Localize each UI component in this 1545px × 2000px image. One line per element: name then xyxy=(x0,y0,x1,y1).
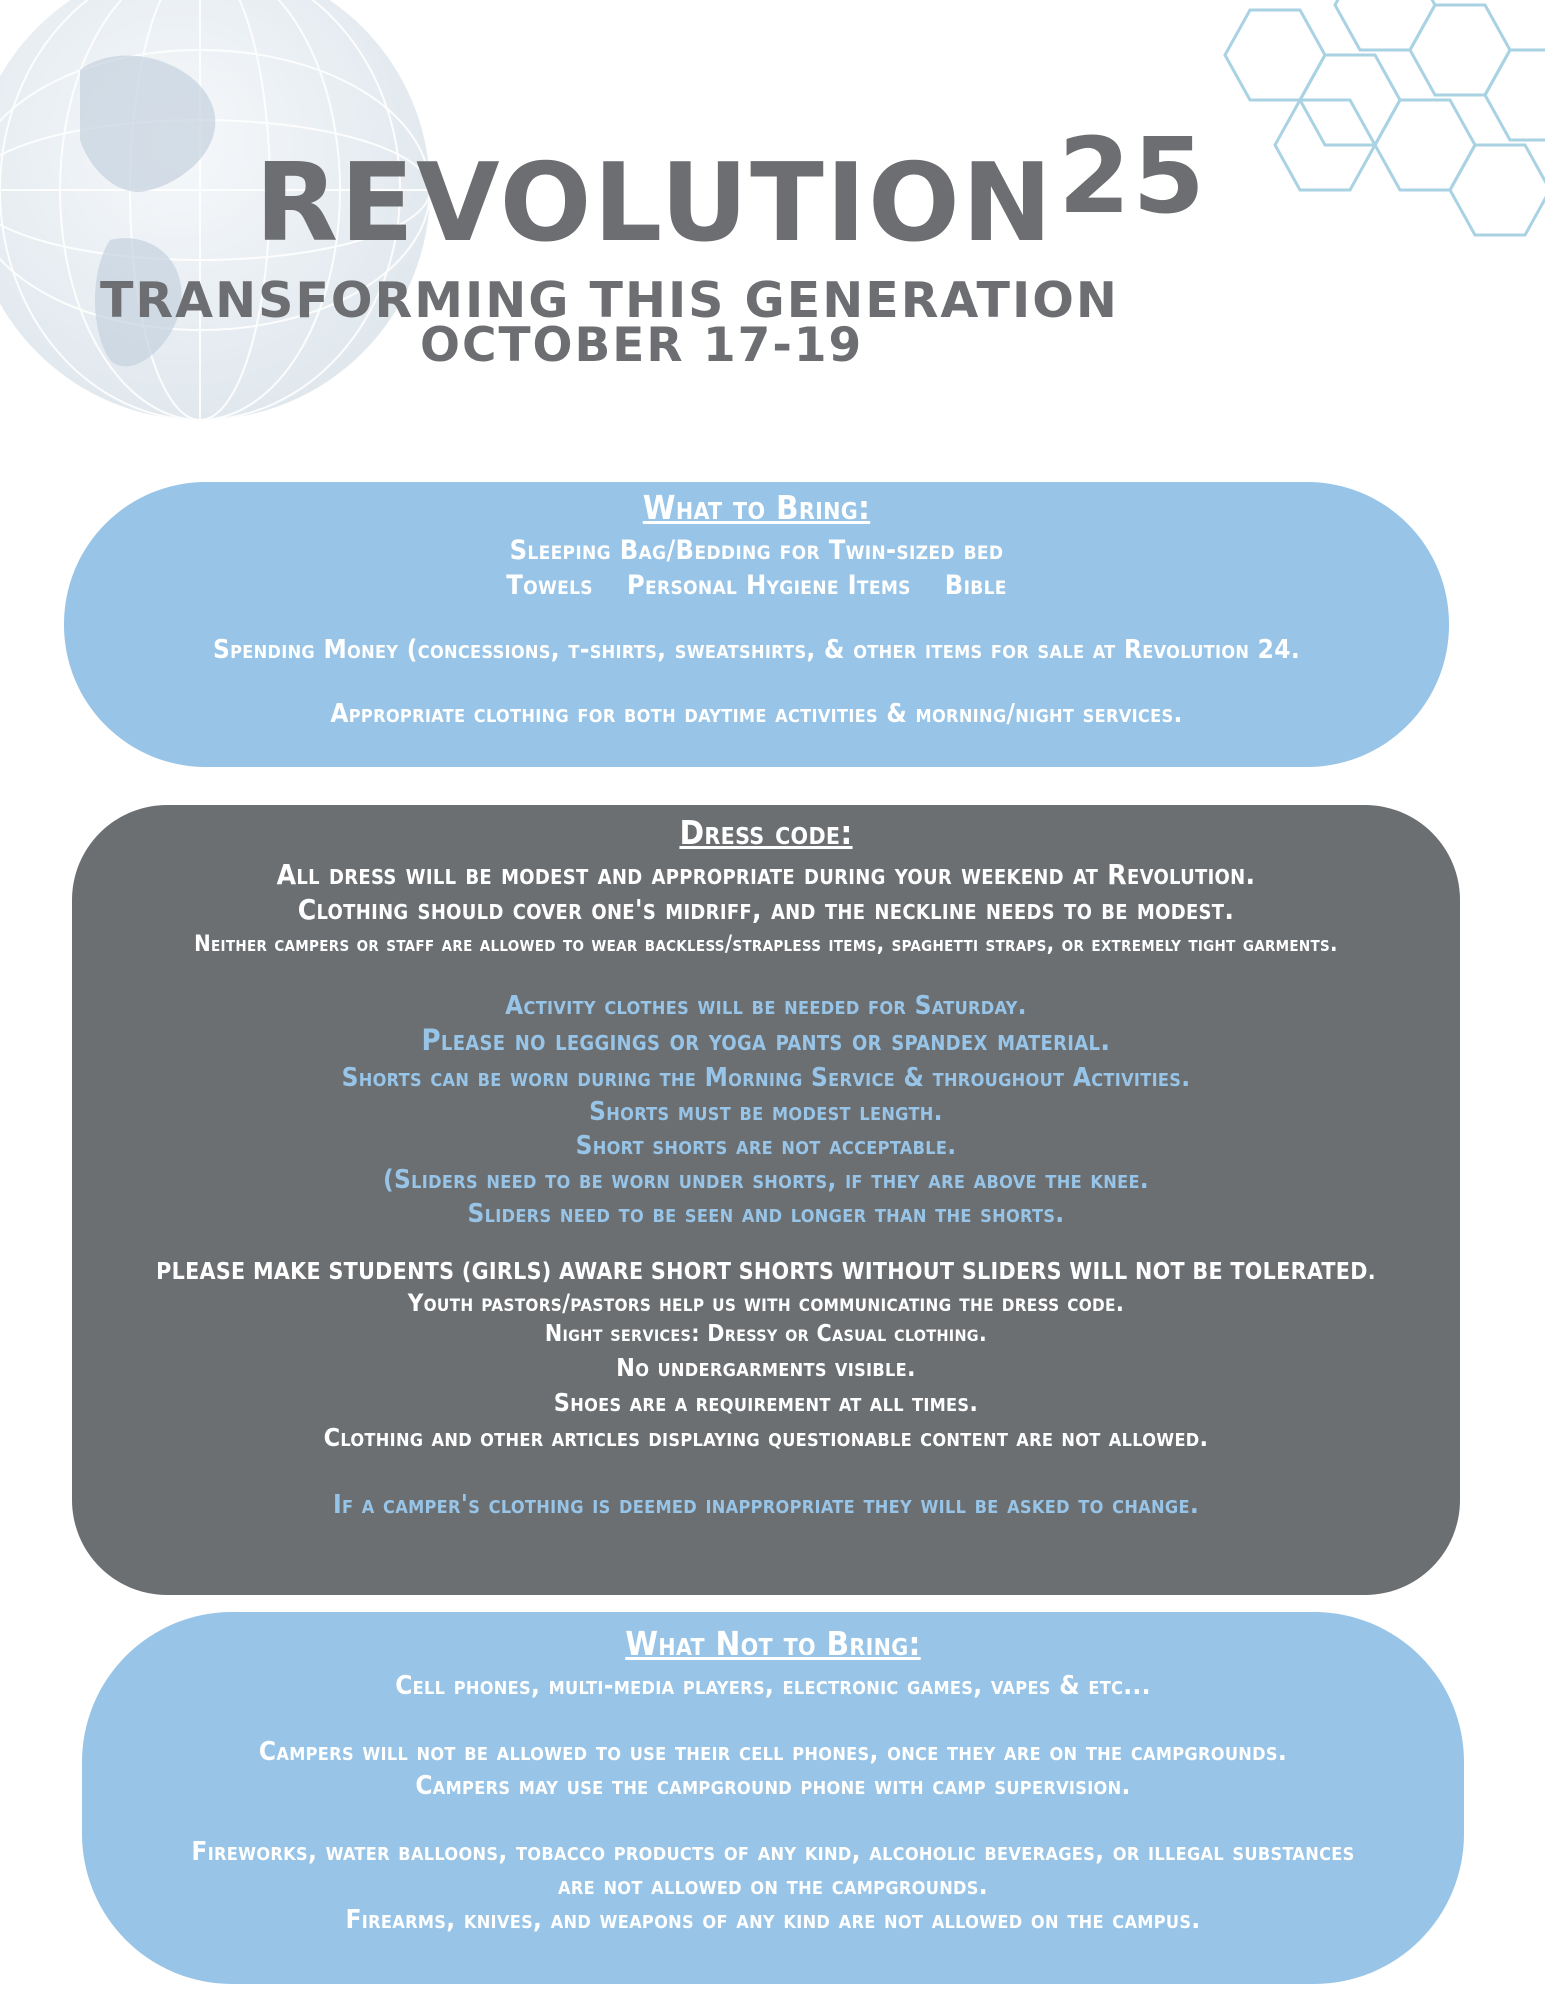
activity-line: Shorts can be worn during the Morning Service & throughout Activities. xyxy=(341,1063,1191,1093)
what-not-to-bring-panel xyxy=(82,1612,1464,1984)
activity-line: Short shorts are not acceptable. xyxy=(575,1131,957,1161)
bring-items-row xyxy=(64,570,1449,601)
rule-line: Night services: Dressy or Casual clothing. xyxy=(544,1321,988,1347)
dress-general-line: Clothing should cover one's midriff, and the neckline needs to be modest. xyxy=(297,893,1235,926)
subtitle: TRANSFORMING THIS GENERATION xyxy=(100,272,1119,329)
what-not-to-bring-heading: What Not to Bring: xyxy=(625,1624,921,1663)
event-date: OCTOBER 17-19 xyxy=(420,318,864,373)
not-bring-devices: Cell phones, multi-media players, electronic games, vapes & etc... xyxy=(395,1671,1151,1701)
dress-code-heading: Dress code: xyxy=(679,813,853,852)
not-bring-phones: Campers will not be allowed to use their cell phones, once they are on the campgrounds. xyxy=(258,1737,1288,1767)
bring-item: Towels xyxy=(506,570,593,601)
activity-line: Please no leggings or yoga pants or spandex material. xyxy=(421,1023,1111,1057)
rule-line: Clothing and other articles displaying questionable content are not allowed. xyxy=(323,1423,1209,1452)
activity-line: Sliders need to be seen and longer than the shorts. xyxy=(467,1199,1065,1229)
bring-clothing: Appropriate clothing for both daytime activities & morning/night services. xyxy=(330,699,1183,729)
activity-line: Shorts must be modest length. xyxy=(589,1097,943,1127)
page-title xyxy=(255,115,1207,266)
rule-line: Shoes are a requirement at all times. xyxy=(553,1388,979,1417)
activity-line: (Sliders need to be worn under shorts, if they are above the knee. xyxy=(383,1165,1149,1195)
not-bring-prohibited: Fireworks, water balloons, tobacco products of any kind, alcoholic beverages, or illegal substances xyxy=(191,1837,1355,1867)
dress-final-line: If a camper's clothing is deemed inappropriate they will be asked to change. xyxy=(332,1490,1200,1520)
activity-line: Activity clothes will be needed for Saturday. xyxy=(505,991,1027,1021)
bring-money: Spending Money (concessions, t-shirts, sweatshirts, & other items for sale at Revolution 24. xyxy=(212,635,1301,665)
not-bring-prohibited: Firearms, knives, and weapons of any kind are not allowed on the campus. xyxy=(345,1905,1201,1935)
title-text: REVOLUTION xyxy=(255,141,1055,266)
bring-item: Personal Hygiene Items xyxy=(626,570,911,601)
bring-bedding: Sleeping Bag/Bedding for Twin-sized bed xyxy=(509,535,1004,566)
rule-line: PLEASE MAKE STUDENTS (GIRLS) AWARE SHORT SHORTS WITHOUT SLIDERS WILL NOT BE TOLERATED. xyxy=(156,1259,1376,1285)
title-number: 25 xyxy=(1058,115,1207,237)
not-bring-phones: Campers may use the campground phone with camp supervision. xyxy=(415,1771,1131,1801)
rule-line: No undergarments visible. xyxy=(616,1353,916,1382)
not-bring-prohibited: are not allowed on the campgrounds. xyxy=(558,1871,988,1901)
dress-general-line: All dress will be modest and appropriate during your weekend at Revolution. xyxy=(276,858,1256,891)
dress-neither-line: Neither campers or staff are allowed to wear backless/strapless items, spaghetti straps, or extremely tight garments. xyxy=(194,932,1338,957)
hexagon-pattern xyxy=(1190,0,1545,260)
dress-code-panel xyxy=(72,805,1460,1595)
bring-item: Bible xyxy=(944,570,1007,601)
what-to-bring-heading: What to Bring: xyxy=(642,488,871,527)
rule-line: Youth pastors/pastors help us with communicating the dress code. xyxy=(407,1289,1125,1317)
what-to-bring-panel xyxy=(64,482,1449,767)
